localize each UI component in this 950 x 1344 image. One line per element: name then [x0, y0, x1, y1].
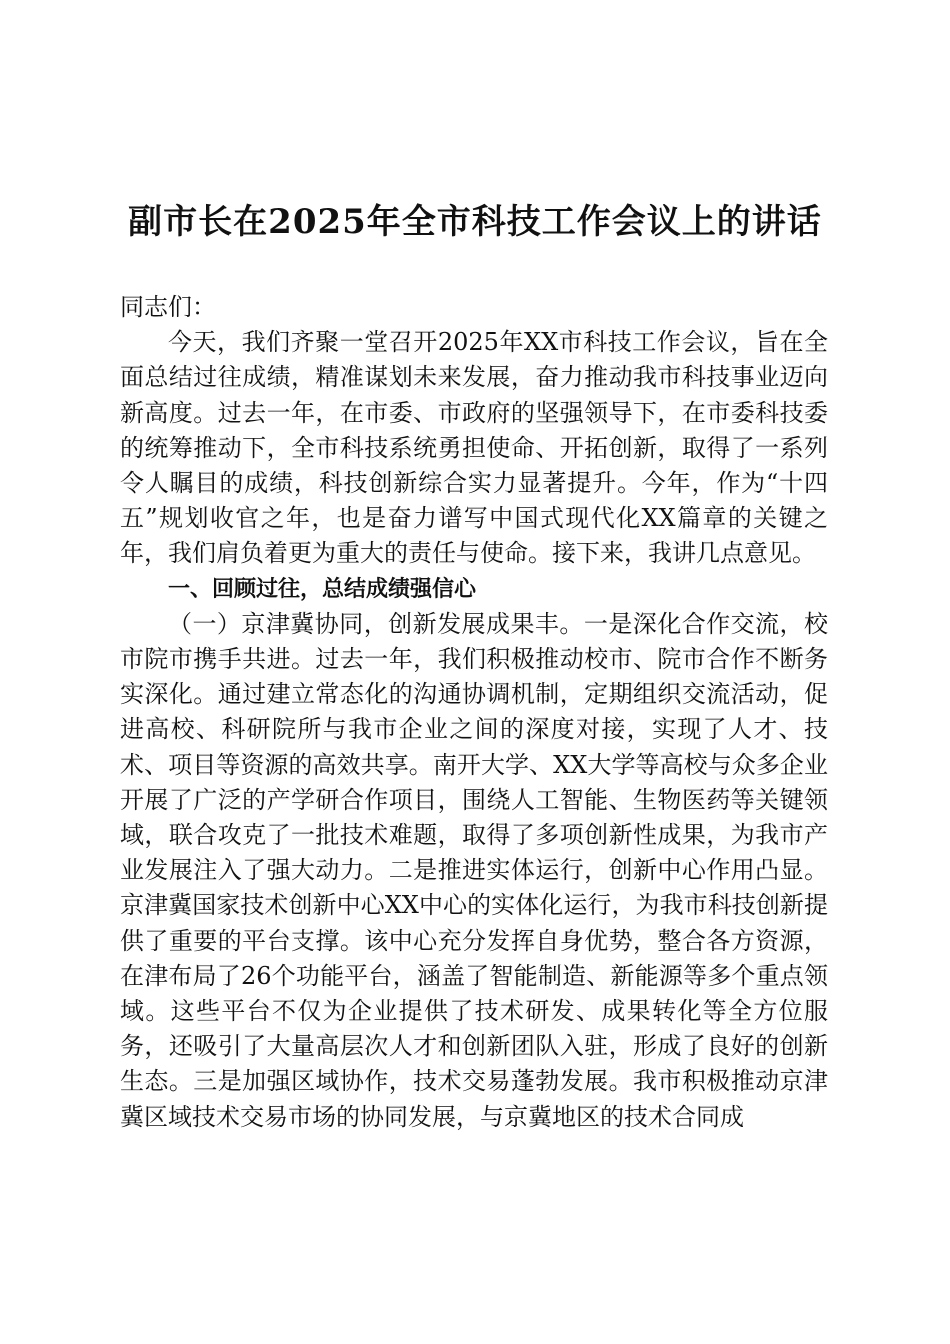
document-body [120, 290, 828, 1135]
salutation: 同志们： [120, 293, 216, 321]
subsection-body: 一是深化合作交流，校市院市携手共进。过去一年，我们积极推动校市、院市合作不断务实深化。通过建立常态化的沟通协调机制，定期组织交流活动，促进高校、科研院所与我市企业之间的深度对接，实现了人才、技术、项目等资源的高效共享。南开大学、XX大学等高校与众多企业开展了广泛的产学研合作项目，围绕人工智能、生物医药等关键领域，联合攻克了一批技术难题，取得了多项创新性成果，为我市产业发展注入了强大动力。二是推进实体运行，创新中心作用凸显。京津冀国家技术创新中心XX中心的实体化运行，为我市科技创新提供了重要的平台支撑。该中心充分发挥自身优势，整合各方资源，在津布局了26个功能平台，涵盖了智能制造、新能源等多个重点领域。这些平台不仅为企业提供了技术研发、成果转化等全方位服务，还吸引了大量高层次人才和创新团队入驻，形成了良好的创新生态。三是加强区域协作，技术交易蓬勃发展。我市积极推动京津冀区域技术交易市场的协同发展，与京冀地区的技术合同成 [120, 609, 829, 1131]
section-heading: 一、回顾过往，总结成绩强信心 [168, 576, 477, 602]
subsection-lead: （一）京津冀协同，创新发展成果丰。 [168, 609, 584, 638]
document-title: 副市长在2025年全市科技工作会议上的讲话 [128, 202, 822, 242]
subsection-paragraph [120, 607, 828, 1135]
intro-paragraph: 今天，我们齐聚一堂召开2025年XX市科技工作会议，旨在全面总结过往成绩，精准谋划未来发展，奋力推动我市科技事业迈向新高度。过去一年，在市委、市政府的坚强领导下，在市委科技委的统筹推动下，全市科技系统勇担使命、开拓创新，取得了一系列令人瞩目的成绩，科技创新综合实力显著提升。今年，作为“十四五”规划收官之年，也是奋力谱写中国式现代化XX篇章的关键之年，我们肩负着更为重大的责任与使命。接下来，我讲几点意见。 [120, 328, 828, 568]
